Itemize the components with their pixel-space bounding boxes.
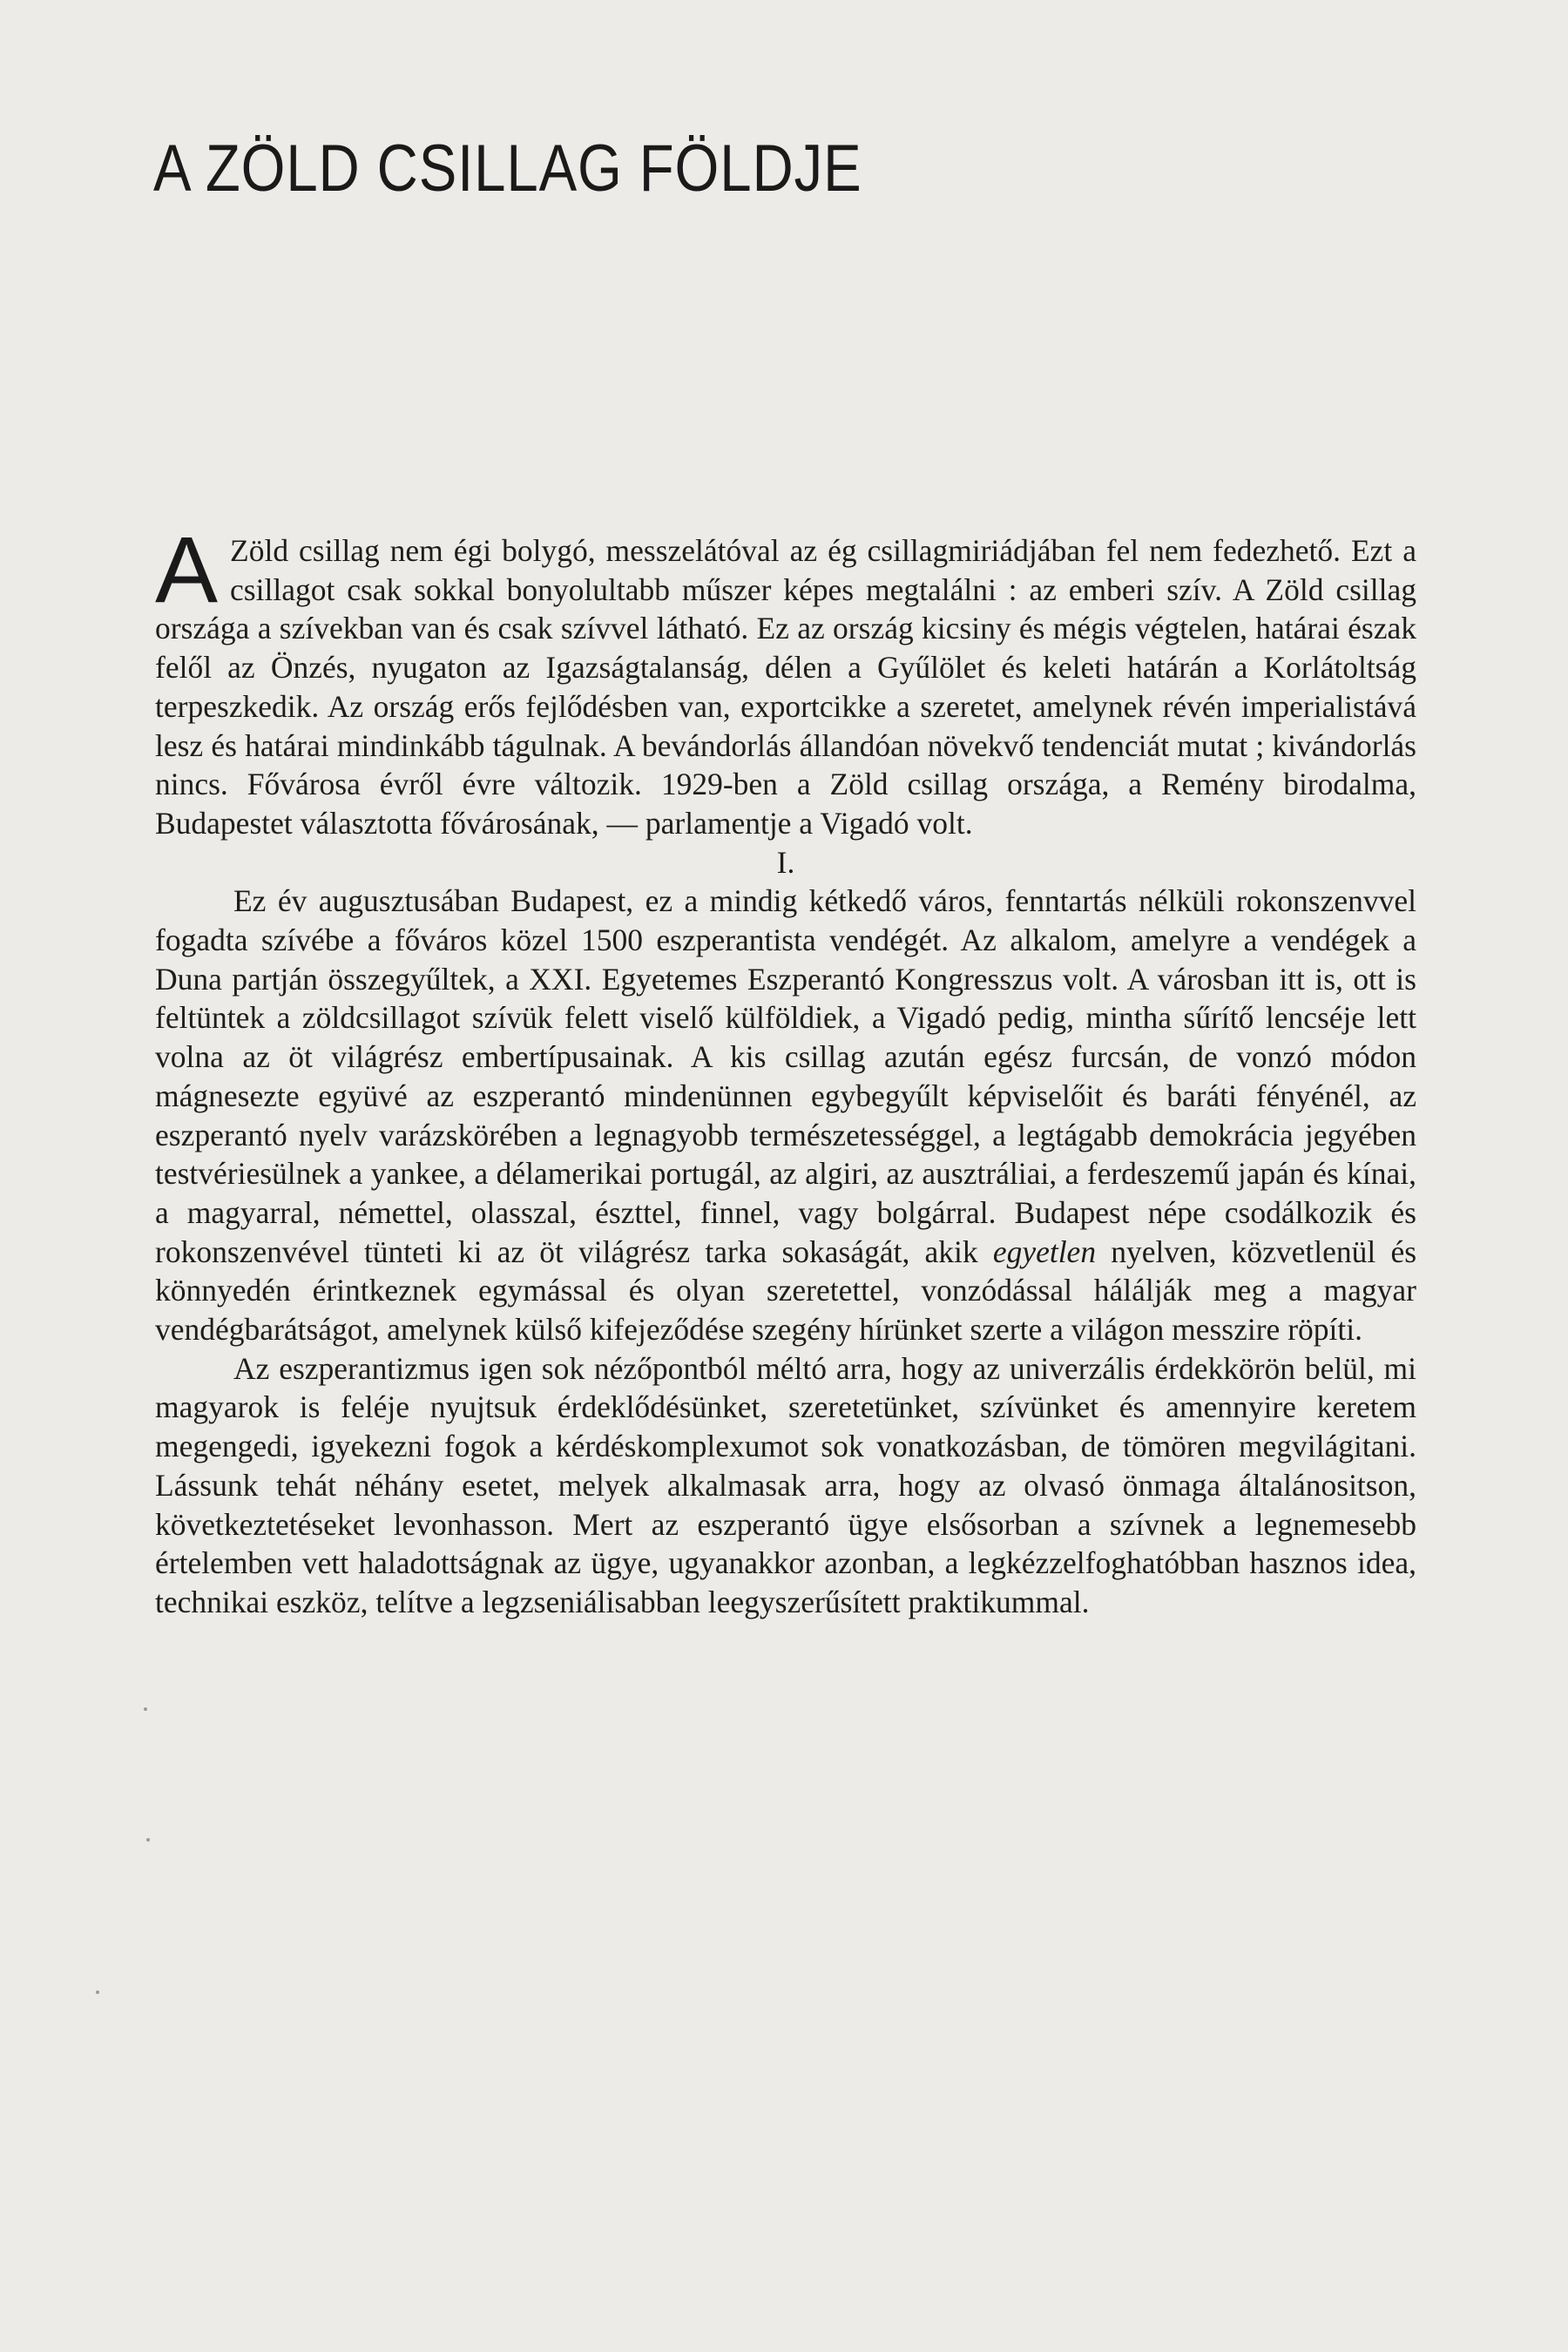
drop-cap: A — [155, 517, 219, 622]
print-speck — [146, 1838, 150, 1842]
print-speck — [96, 1990, 99, 1994]
paragraph-1-text-a: Ez év augusztusában Budapest, ez a mindig kétkedő város, fenntartás nélküli rokonszenvvel fogadta szívébe a főváros közel 1500 eszperantista vendégét. Az alkalom, amelyre a vendégek a Duna partján összegyűltek, a XXI. Egyetemes Eszperantó Kongresszus volt. A városban itt is, ott is feltüntek a zöldcsillagot szívük felett viselő külföldiek, a Vigadó pedig, mintha sűrítő lencséje lett volna az öt világrész embertípusainak. A kis csillag azután egész furcsán, de vonzó módon mágnesezte együvé az eszperantó mindenünnen egybegyűlt képviselőit és baráti fényénél, az eszperantó nyelv varázskörében a legnagyobb természetességgel, a legtágabb demokrácia jegyében testvériesülnek a yankee, a délamerikai portugál, az algiri, az ausztráliai, a ferdeszemű japán és kínai, a magyarral, némettel, olasszal, észttel, finnel, vagy bolgárral. Budapest népe csodálkozik és rokonszenvével tünteti ki az öt világrész tarka sokaságát, akik — [155, 883, 1416, 1269]
print-speck — [144, 1707, 147, 1711]
paragraph-1 — [155, 882, 1416, 1348]
paragraph-1-text-b: nyelven, közvetlenül és könnyedén érintkeznek egymással és olyan szeretettel, vonzódással hálálják meg a magyar vendégbarátságot, amelynek külső kifejeződése szegény hírünket szerte a világon messzire röpíti. — [155, 1233, 1417, 1348]
emphasized-word: egyetlen — [992, 1233, 1097, 1269]
article-body — [155, 517, 1417, 1622]
page-title: A ZÖLD CSILLAG FÖLDJE — [153, 132, 862, 206]
intro-paragraph — [155, 517, 1416, 843]
paragraph-2: Az eszperantizmus igen sok nézőpontból méltó arra, hogy az univerzális érdekkörön belül, mi magyarok is feléje nyujtsuk érdeklődésünket, szeretetünket, szívünket és amennyire keretem megengedi, igyekezni fogok a kérdéskomplexumot sok vonatkozásban, de tömören megvilágitani. Lássunk tehát néhány esetet, melyek alkalmasak arra, hogy az olvasó önmaga általánositson, következtetéseket levonhasson. Mert az eszperantó ügye elsősorban a szívnek a legnemesebb értelemben vett haladottságnak az ügye, ugyanakkor azonban, a legkézzelfoghatóbban hasznos idea, technikai eszköz, telítve a legzseniálisabban leegyszerűsített praktikummal. — [155, 1350, 1416, 1619]
intro-text: Zöld csillag nem égi bolygó, messzelátóval az ég csillagmiriádjában fel nem fedezhető. Ezt a csillagot csak sokkal bonyolultabb műszer képes megtalálni : az emberi szív. A Zöld csillag országa a szívekban van és csak szívvel látható. Ez az ország kicsiny és mégis végtelen, határai észak felől az Önzés, nyugaton az Igazságtalanság, délen a Gyűlölet és keleti határán a Korlátoltság terpeszkedik. Az ország erős fejlődésben van, exportcikke a szeretet, amelynek révén imperialistává lesz és határai mindinkább tágulnak. A bevándorlás állandóan növekvő tendenciát mutat ; kivándorlás nincs. Fővárosa évről évre változik. 1929-ben a Zöld csillag országa, a Remény birodalma, Budapestet választotta fővárosának, — parlamentje a Vigadó volt. — [155, 533, 1416, 841]
section-numeral: I. — [776, 844, 795, 880]
